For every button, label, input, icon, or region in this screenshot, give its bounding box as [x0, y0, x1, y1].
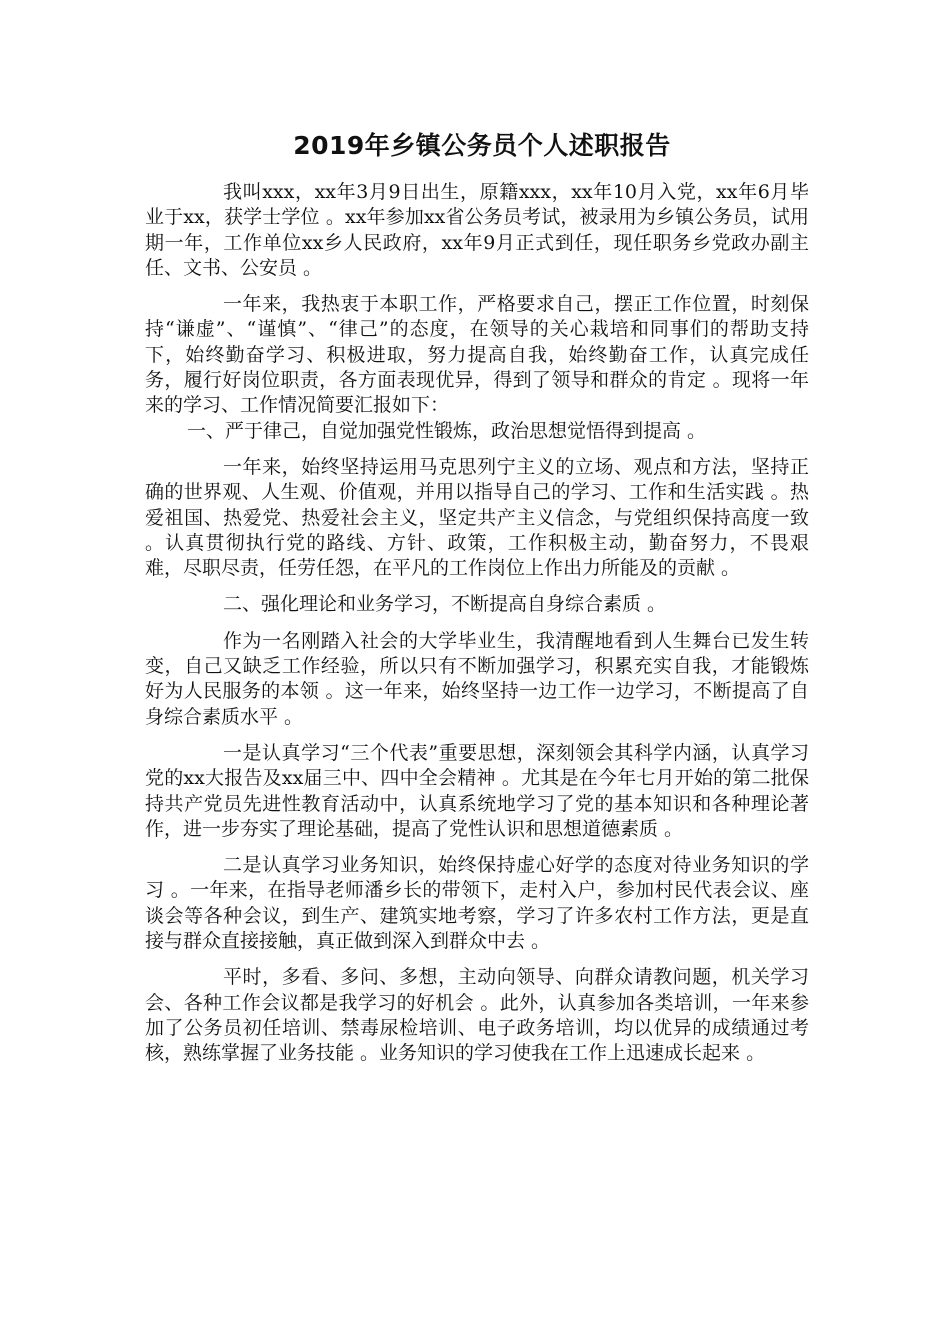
paragraph-overview: 一年来，我热衷于本职工作，严格要求自己，摆正工作位置，时刻保持“谦虚”、“谨慎”、“律己”的态度，在领导的关心栽培和同事们的帮助支持下，始终勤奋学习、积极进取，努力提高自我，始终勤奋工作，认真完成任务，履行好岗位职责，各方面表现优异，得到了领导和群众的肯定 。现将一年来的学习、工作情况简要汇报如下： — [145, 293, 809, 417]
paragraph-intro: 我叫xxx，xx年3月9日出生，原籍xxx，xx年10月入党，xx年6月毕业于xx，获学士学位 。xx年参加xx省公务员考试，被录用为乡镇公务员，试用期一年，工作单位xx乡人民政府，xx年9月正式到任，现任职务乡党政办副主任、文书、公安员 。 — [145, 181, 809, 279]
paragraph-theory-study: 一是认真学习“三个代表”重要思想，深刻领会其科学内涵，认真学习党的xx大报告及xx届三中、四中全会精神 。尤其是在今年七月开始的第二批保持共产党员先进性教育活动中，认真系统地学习了党的基本知识和各种理论著作，进一步夯实了理论基础，提高了党性认识和思想道德素质 。 — [145, 741, 809, 840]
section-heading-1: 一、严于律己，自觉加强党性锻炼，政治思想觉悟得到提高 。 — [187, 419, 707, 442]
document-body — [145, 128, 809, 1078]
paragraph-study-intro: 作为一名刚踏入社会的大学毕业生，我清醒地看到人生舞台已发生转变，自己又缺乏工作经验，所以只有不断加强学习，积累充实自我，才能锻炼好为人民服务的本领 。这一年来，始终坚持一边工作一边学习，不断提高了自身综合素质水平 。 — [145, 629, 809, 728]
document-title: 2019年乡镇公务员个人述职报告 — [293, 131, 671, 160]
paragraph-daily-learning: 平时，多看、多问、多想，主动向领导、向群众请教问题，机关学习会、各种工作会议都是我学习的好机会 。此外，认真参加各类培训，一年来参加了公务员初任培训、禁毒尿检培训、电子政务培训，均以优异的成绩通过考核，熟练掌握了业务技能 。业务知识的学习使我在工作上迅速成长起来 。 — [145, 966, 809, 1065]
paragraph-political: 一年来，始终坚持运用马克思列宁主义的立场、观点和方法，坚持正确的世界观、人生观、价值观，并用以指导自己的学习、工作和生活实践 。热爱祖国、热爱党、热爱社会主义，坚定共产主义信念，与党组织保持高度一致 。认真贯彻执行党的路线、方针、政策，工作积极主动，勤奋努力，不畏艰难，尽职尽责，任劳任怨，在平凡的工作岗位上作出力所能及的贡献 。 — [145, 455, 809, 580]
paragraph-business-study: 二是认真学习业务知识，始终保持虚心好学的态度对待业务知识的学习 。一年来，在指导老师潘乡长的带领下，走村入户，参加村民代表会议、座谈会等各种会议，到生产、建筑实地考察，学习了许多农村工作方法，更是直接与群众直接接触，真正做到深入到群众中去 。 — [145, 854, 809, 953]
section-heading-2: 二、强化理论和业务学习，不断提高自身综合素质 。 — [223, 593, 667, 616]
